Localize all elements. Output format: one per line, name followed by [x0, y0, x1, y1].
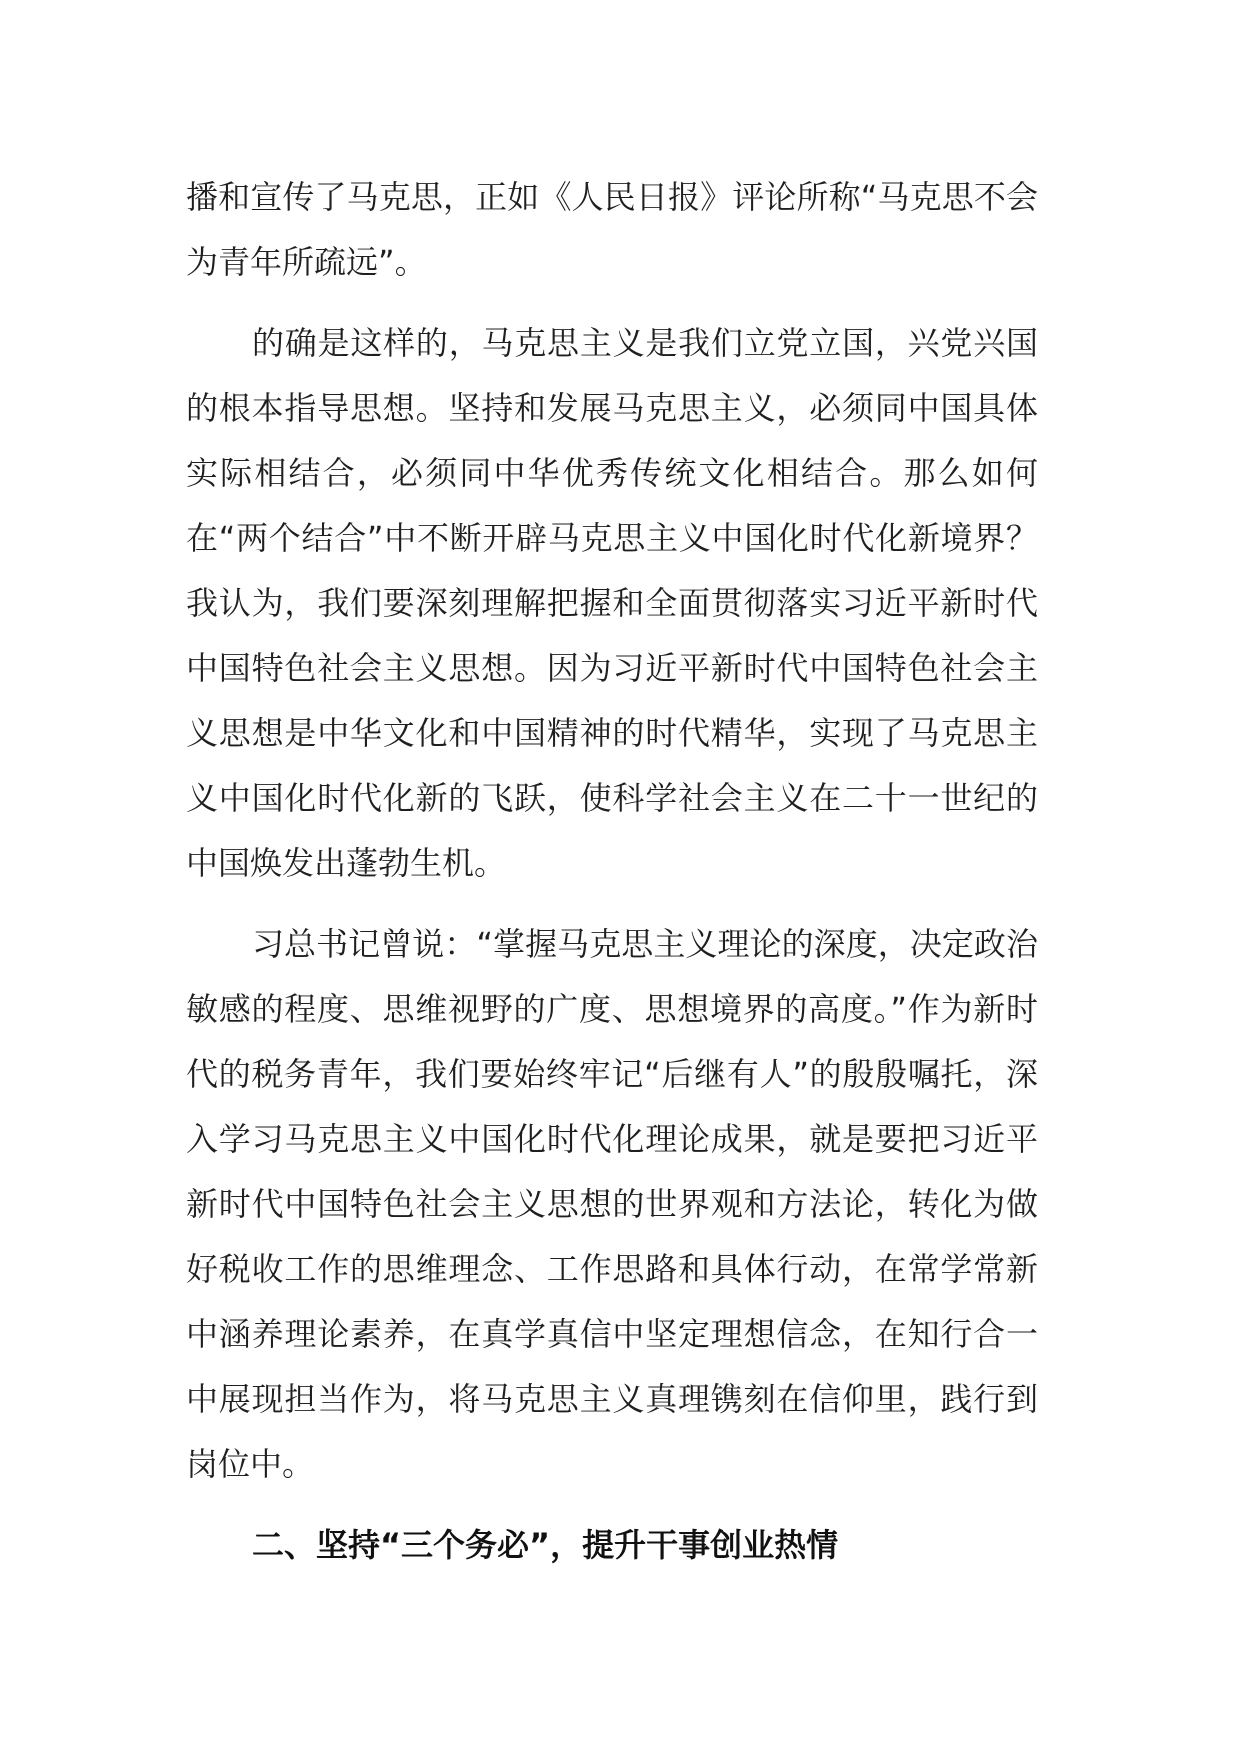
paragraph-marxism-guiding-thought: 的确是这样的，马克思主义是我们立党立国，兴党兴国的根本指导思想。坚持和发展马克思主义，必须同中国具体实际相结合，必须同中华优秀传统文化相结合。那么如何在“两个结合”中不断开辟马克思主义中国化时代化新境界？我认为，我们要深刻理解把握和全面贯彻落实习近平新时代中国特色社会主义思想。因为习近平新时代中国特色社会主义思想是中华文化和中国精神的时代精华，实现了马克思主义中国化时代化新的飞跃，使科学社会主义在二十一世纪的中国焕发出蓬勃生机。	[186, 324, 1038, 882]
paragraph-continued: 播和宣传了马克思，正如《人民日报》评论所称“马克思不会为青年所疏远”。	[186, 178, 1038, 281]
document-body	[186, 165, 1038, 1578]
section-heading: 二、坚持“三个务必”，提升干事创业热情	[252, 1526, 839, 1564]
paragraph-general-secretary-quote: 习总书记曾说：“掌握马克思主义理论的深度，决定政治敏感的程度、思维视野的广度、思想境界的高度。”作为新时代的税务青年，我们要始终牢记“后继有人”的殷殷嘱托，深入学习马克思主义中国化时代化理论成果，就是要把习近平新时代中国特色社会主义思想的世界观和方法论，转化为做好税收工作的思维理念、工作思路和具体行动，在常学常新中涵养理论素养，在真学真信中坚定理想信念，在知行合一中展现担当作为，将马克思主义真理镌刻在信仰里，践行到岗位中。	[186, 925, 1038, 1483]
